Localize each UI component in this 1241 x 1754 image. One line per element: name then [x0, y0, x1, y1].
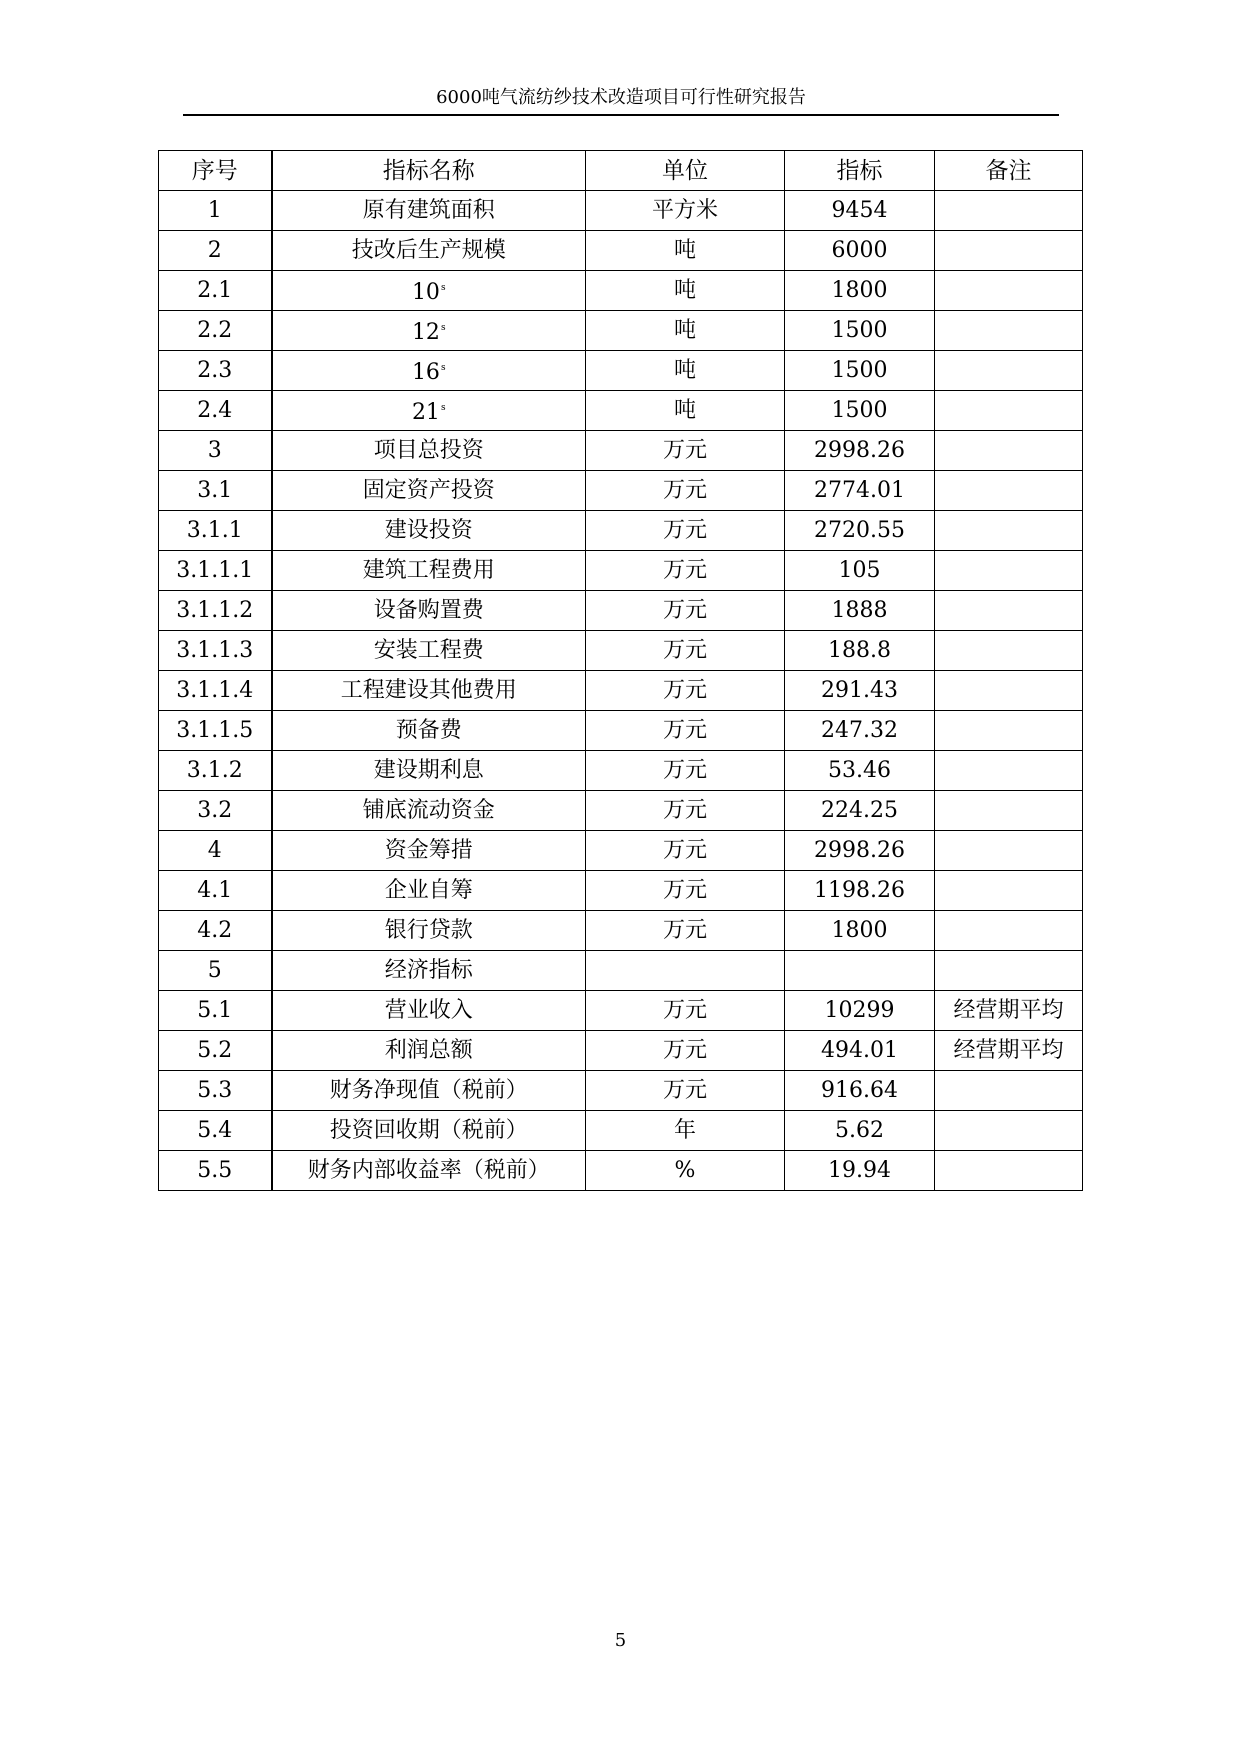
- value-cell: 1500: [785, 311, 935, 351]
- value-cell: 10299: [785, 991, 935, 1031]
- note-cell: [935, 231, 1083, 271]
- unit-cell: 万元: [586, 511, 785, 551]
- table-row: [159, 271, 1083, 311]
- row-number-cell: 4: [159, 831, 272, 871]
- row-number-cell: 3.1.2: [159, 751, 272, 791]
- unit-cell: 万元: [586, 871, 785, 911]
- unit-cell: 万元: [586, 831, 785, 871]
- unit-cell: 平方米: [586, 191, 785, 231]
- note-cell: [935, 551, 1083, 591]
- indicator-name-cell: 建筑工程费用: [272, 551, 586, 591]
- note-cell: [935, 1111, 1083, 1151]
- indicator-name-cell: 设备购置费: [272, 591, 586, 631]
- indicator-name-cell: 建设期利息: [272, 751, 586, 791]
- indicator-name-cell: 固定资产投资: [272, 471, 586, 511]
- note-cell: [935, 431, 1083, 471]
- row-number-cell: 4.1: [159, 871, 272, 911]
- table-row: [159, 431, 1083, 471]
- unit-cell: 吨: [586, 391, 785, 431]
- table-row: [159, 791, 1083, 831]
- unit-cell: 万元: [586, 711, 785, 751]
- indicator-name-cell: 财务净现值（税前）: [272, 1071, 586, 1111]
- unit-cell: 吨: [586, 351, 785, 391]
- yarn-count-superscript: s: [440, 403, 446, 413]
- row-number-cell: 3.2: [159, 791, 272, 831]
- indicator-name-cell: 企业自筹: [272, 871, 586, 911]
- table-row: [159, 831, 1083, 871]
- unit-cell: 万元: [586, 1031, 785, 1071]
- value-cell: 1500: [785, 391, 935, 431]
- row-number-cell: 1: [159, 191, 272, 231]
- table-header-row: [159, 151, 1083, 191]
- indicator-name-cell: 资金筹措: [272, 831, 586, 871]
- value-cell: 2998.26: [785, 831, 935, 871]
- table-row: [159, 711, 1083, 751]
- row-number-cell: 2.4: [159, 391, 272, 431]
- value-cell: 1888: [785, 591, 935, 631]
- note-cell: [935, 711, 1083, 751]
- value-cell: 2998.26: [785, 431, 935, 471]
- unit-cell: 年: [586, 1111, 785, 1151]
- note-cell: [935, 831, 1083, 871]
- value-cell: 9454: [785, 191, 935, 231]
- row-number-cell: 3.1.1.3: [159, 631, 272, 671]
- row-number-cell: 4.2: [159, 911, 272, 951]
- indicator-name-cell: 工程建设其他费用: [272, 671, 586, 711]
- table-row: [159, 1071, 1083, 1111]
- row-number-cell: 3.1.1.4: [159, 671, 272, 711]
- row-number-cell: 3.1.1.1: [159, 551, 272, 591]
- page-header: [183, 86, 1059, 116]
- indicator-table: [158, 150, 1083, 1191]
- yarn-count-superscript: s: [440, 283, 446, 293]
- indicator-name-text: 16: [411, 360, 440, 385]
- note-cell: [935, 1071, 1083, 1111]
- row-number-cell: 5: [159, 951, 272, 991]
- table-row: [159, 951, 1083, 991]
- value-cell: 1198.26: [785, 871, 935, 911]
- value-cell: 2720.55: [785, 511, 935, 551]
- column-header-unit: 单位: [586, 151, 785, 191]
- unit-cell: 万元: [586, 431, 785, 471]
- value-cell: 105: [785, 551, 935, 591]
- unit-cell: 万元: [586, 631, 785, 671]
- unit-cell: 万元: [586, 911, 785, 951]
- indicator-name-cell: 原有建筑面积: [272, 191, 586, 231]
- indicator-name-cell: [272, 391, 586, 431]
- note-cell: [935, 751, 1083, 791]
- value-cell: 224.25: [785, 791, 935, 831]
- unit-cell: 万元: [586, 791, 785, 831]
- value-cell: 53.46: [785, 751, 935, 791]
- indicator-name-cell: 经济指标: [272, 951, 586, 991]
- note-cell: [935, 311, 1083, 351]
- table-row: [159, 751, 1083, 791]
- indicator-name-cell: 营业收入: [272, 991, 586, 1031]
- indicator-name-cell: 银行贷款: [272, 911, 586, 951]
- note-cell: [935, 591, 1083, 631]
- table-row: [159, 471, 1083, 511]
- indicator-name-cell: 建设投资: [272, 511, 586, 551]
- row-number-cell: 3.1: [159, 471, 272, 511]
- column-header-name: 指标名称: [272, 151, 586, 191]
- column-header-value: 指标: [785, 151, 935, 191]
- unit-cell: 万元: [586, 671, 785, 711]
- value-cell: 916.64: [785, 1071, 935, 1111]
- note-cell: 经营期平均: [935, 991, 1083, 1031]
- note-cell: [935, 911, 1083, 951]
- page-number: 5: [614, 1630, 627, 1651]
- value-cell: 247.32: [785, 711, 935, 751]
- unit-cell: 万元: [586, 471, 785, 511]
- table-row: [159, 911, 1083, 951]
- indicator-name-cell: 财务内部收益率（税前）: [272, 1151, 586, 1191]
- unit-cell: 吨: [586, 231, 785, 271]
- table-row: [159, 551, 1083, 591]
- table-row: [159, 391, 1083, 431]
- note-cell: [935, 871, 1083, 911]
- table-row: [159, 871, 1083, 911]
- table-row: [159, 1111, 1083, 1151]
- indicator-name-cell: 铺底流动资金: [272, 791, 586, 831]
- row-number-cell: 2.2: [159, 311, 272, 351]
- value-cell: 1500: [785, 351, 935, 391]
- indicator-name-text: 21: [411, 400, 440, 425]
- value-cell: 1800: [785, 271, 935, 311]
- yarn-count-superscript: s: [440, 363, 446, 373]
- unit-cell: [586, 951, 785, 991]
- value-cell: 494.01: [785, 1031, 935, 1071]
- row-number-cell: 3.1.1: [159, 511, 272, 551]
- value-cell: [785, 951, 935, 991]
- row-number-cell: 3: [159, 431, 272, 471]
- row-number-cell: 2.3: [159, 351, 272, 391]
- indicator-name-cell: [272, 271, 586, 311]
- row-number-cell: 2: [159, 231, 272, 271]
- table-row: [159, 311, 1083, 351]
- value-cell: 19.94: [785, 1151, 935, 1191]
- value-cell: 5.62: [785, 1111, 935, 1151]
- table-row: [159, 591, 1083, 631]
- row-number-cell: 2.1: [159, 271, 272, 311]
- note-cell: [935, 951, 1083, 991]
- row-number-cell: 5.5: [159, 1151, 272, 1191]
- row-number-cell: 5.3: [159, 1071, 272, 1111]
- table-row: [159, 671, 1083, 711]
- row-number-cell: 3.1.1.5: [159, 711, 272, 751]
- value-cell: 188.8: [785, 631, 935, 671]
- value-cell: 2774.01: [785, 471, 935, 511]
- note-cell: [935, 391, 1083, 431]
- indicator-name-cell: [272, 311, 586, 351]
- table-row: [159, 511, 1083, 551]
- unit-cell: 吨: [586, 271, 785, 311]
- row-number-cell: 5.1: [159, 991, 272, 1031]
- note-cell: [935, 791, 1083, 831]
- table-row: [159, 631, 1083, 671]
- indicator-name-cell: 技改后生产规模: [272, 231, 586, 271]
- row-number-cell: 5.4: [159, 1111, 272, 1151]
- indicator-name-cell: 项目总投资: [272, 431, 586, 471]
- unit-cell: 万元: [586, 551, 785, 591]
- row-number-cell: 5.2: [159, 1031, 272, 1071]
- column-header-no: 序号: [159, 151, 272, 191]
- note-cell: [935, 511, 1083, 551]
- unit-cell: 万元: [586, 591, 785, 631]
- note-cell: [935, 1151, 1083, 1191]
- table-row: [159, 991, 1083, 1031]
- table-row: [159, 191, 1083, 231]
- indicator-name-cell: 投资回收期（税前）: [272, 1111, 586, 1151]
- value-cell: 1800: [785, 911, 935, 951]
- table-row: [159, 1031, 1083, 1071]
- yarn-count-superscript: s: [440, 323, 446, 333]
- unit-cell: 万元: [586, 991, 785, 1031]
- note-cell: [935, 631, 1083, 671]
- note-cell: 经营期平均: [935, 1031, 1083, 1071]
- value-cell: 6000: [785, 231, 935, 271]
- unit-cell: 万元: [586, 1071, 785, 1111]
- table-row: [159, 351, 1083, 391]
- indicator-name-cell: [272, 351, 586, 391]
- indicator-name-cell: 安装工程费: [272, 631, 586, 671]
- note-cell: [935, 351, 1083, 391]
- table-row: [159, 231, 1083, 271]
- note-cell: [935, 271, 1083, 311]
- document-title: 6000吨气流纺纱技术改造项目可行性研究报告: [436, 87, 806, 108]
- unit-cell: 吨: [586, 311, 785, 351]
- column-header-note: 备注: [935, 151, 1083, 191]
- unit-cell: %: [586, 1151, 785, 1191]
- indicator-name-text: 12: [411, 320, 440, 345]
- unit-cell: 万元: [586, 751, 785, 791]
- indicator-name-cell: 利润总额: [272, 1031, 586, 1071]
- value-cell: 291.43: [785, 671, 935, 711]
- indicator-name-cell: 预备费: [272, 711, 586, 751]
- note-cell: [935, 471, 1083, 511]
- row-number-cell: 3.1.1.2: [159, 591, 272, 631]
- indicator-table-body: [159, 151, 1083, 1191]
- note-cell: [935, 191, 1083, 231]
- note-cell: [935, 671, 1083, 711]
- indicator-name-text: 10: [411, 280, 440, 305]
- table-row: [159, 1151, 1083, 1191]
